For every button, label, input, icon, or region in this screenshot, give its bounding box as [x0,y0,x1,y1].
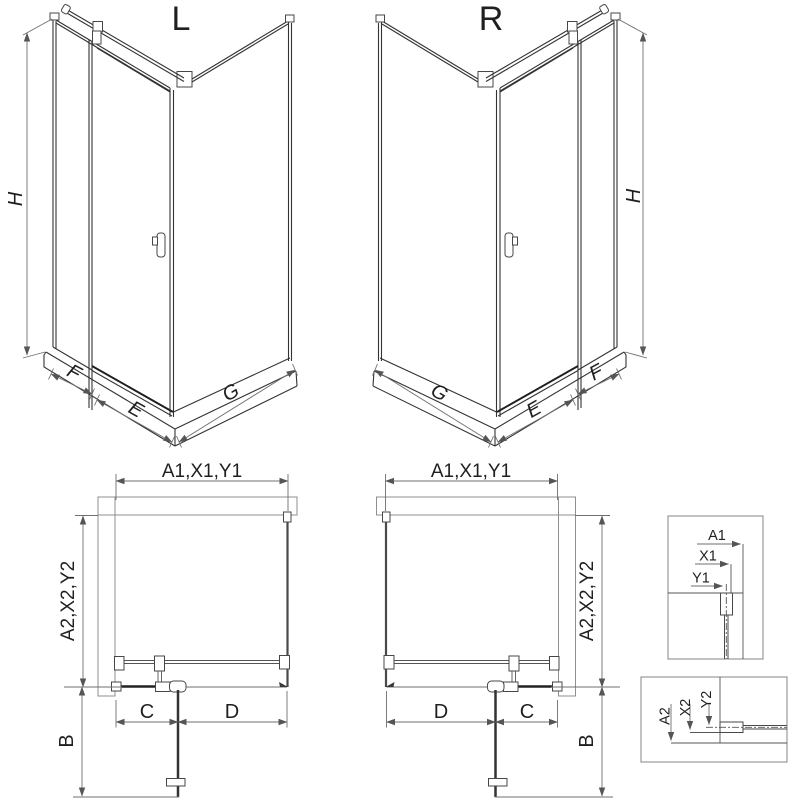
iso-left-door-label: E [124,396,148,423]
iso-right-side-panel-label: F [585,360,607,386]
plan-view-left [56,461,297,797]
left-wall-hatched [98,497,115,696]
iso-left-return-panel-label: G [218,379,244,407]
iso-view-left [5,0,298,448]
iso-right-door-label: E [522,396,546,423]
iso-left-title: L [171,0,191,38]
top-wall-hatched [98,497,297,515]
right-wall-hatched [559,497,576,696]
plan-right-door-segment-label: D [433,701,449,723]
plan-left-door-segment-label: D [224,701,240,723]
detail-profile-ref-label: X1 [699,548,717,565]
plan-left-width-label: A1,X1,Y1 [161,461,243,482]
detail-glass-ref-label: Y1 [692,570,710,587]
iso-left-side-panel-label: F [63,360,85,386]
iso-left-height-label: H [5,191,27,207]
detail-wall-ref-label: A2 [657,707,674,725]
plan-left-wall-segment-label: C [139,701,155,723]
plan-right-wall-segment-label: C [519,701,535,723]
iso-right-title: R [478,0,504,38]
iso-view-right [373,0,648,448]
detail-profile-ref-label: X2 [678,698,694,717]
plan-view-right [377,461,621,797]
iso-right-height-label: H [623,188,645,204]
plan-right-swing-label: B [576,734,598,748]
detail-box-depth-references [641,677,787,762]
iso-right-return-panel-label: G [426,379,452,407]
plan-right-width-label: A1,X1,Y1 [430,461,512,482]
top-wall-hatched [377,497,576,515]
plan-right-depth-label: A2,X2,Y2 [577,560,598,642]
detail-box-width-references [668,516,763,659]
plan-left-depth-label: A2,X2,Y2 [58,560,79,642]
detail-wall-ref-label: A1 [708,528,726,544]
detail-glass-ref-label: Y2 [699,690,715,709]
plan-left-swing-label: B [56,734,78,748]
